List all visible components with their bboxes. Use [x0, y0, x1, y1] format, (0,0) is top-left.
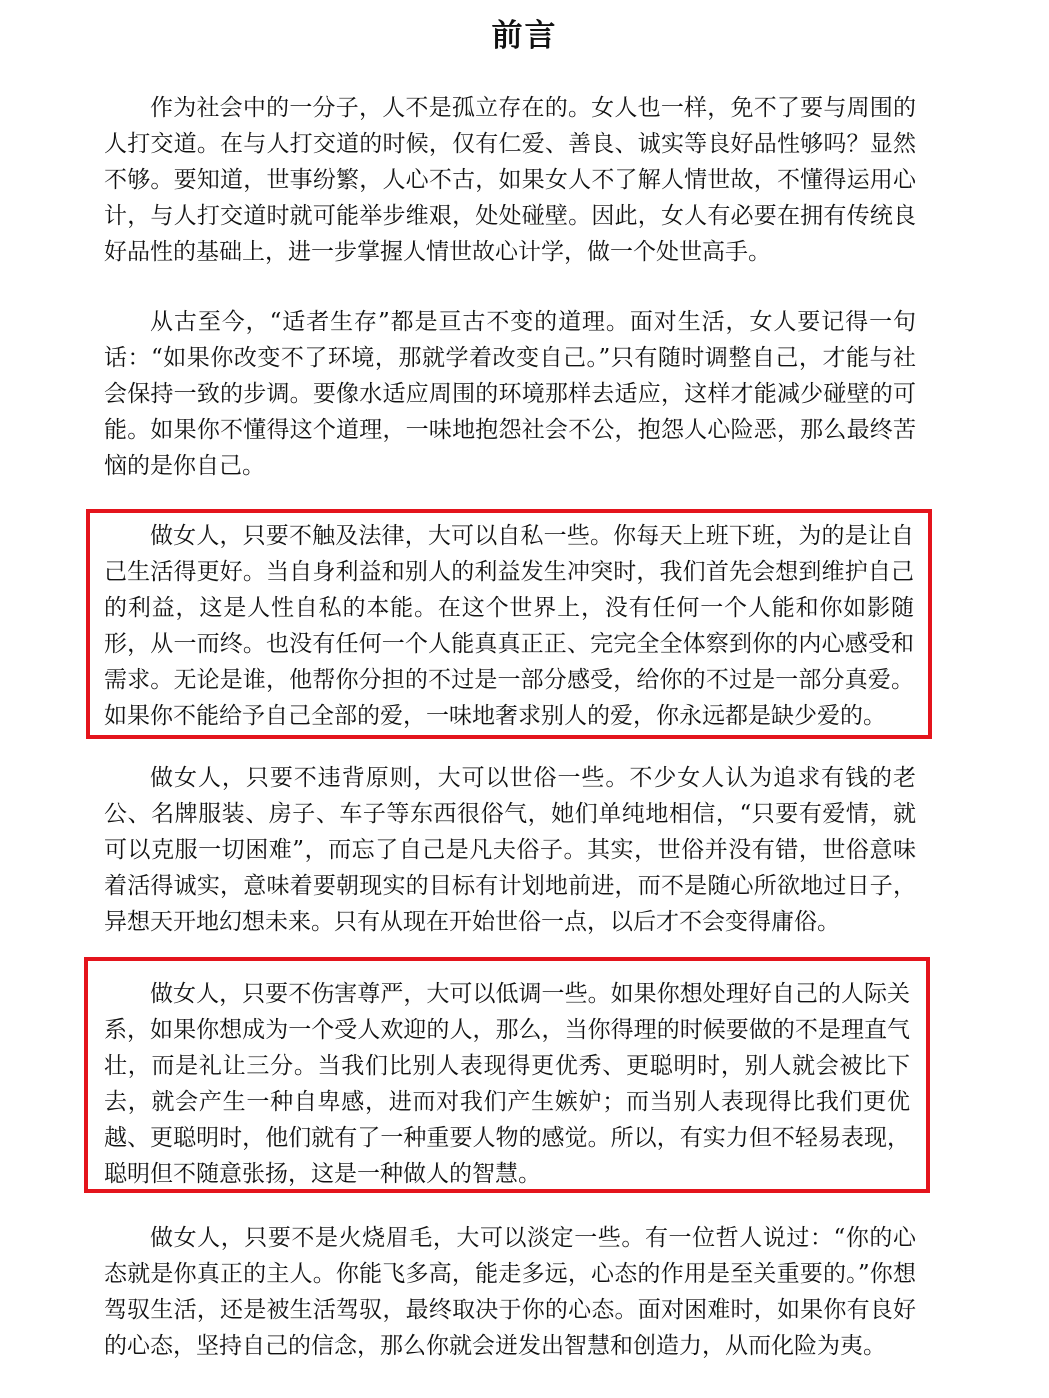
paragraph-3: 做女人，只要不触及法律，大可以自私一些。你每天上班下班，为的是让自己生活得更好。当自身利益和别人的利益发生冲突时，我们首先会想到维护自己的利益，这是人性自私的本能。在这个世界上，没有任何一个人能和你如影随形，从一而终。也没有任何一个人能真真正正、完完全全体察到你的内心感受和需求。无论是谁，他帮你分担的不过是一部分感受，给你的不过是一部分真爱。如果你不能给予自己全部的爱，一味地奢求别人的爱，你永远都是缺少爱的。: [104, 523, 914, 729]
paragraph-2: 从古至今，“适者生存”都是亘古不变的道理。面对生活，女人要记得一句话：“如果你改变不了环境，那就学着改变自己。”只有随时调整自己，才能与社会保持一致的步调。要像水适应周围的环境那样去适应，这样才能减少碰壁的可能。如果你不懂得这个道理，一味地抱怨社会不公，抱怨人心险恶，那么最终苦恼的是你自己。: [104, 309, 916, 479]
highlight-box-1: [86, 509, 932, 739]
paragraph-1: 作为社会中的一分子，人不是孤立存在的。女人也一样，免不了要与周围的人打交道。在与人打交道的时候，仅有仁爱、善良、诚实等良好品性够吗？显然不够。要知道，世事纷繁，人心不古，如果女人不了解人情世故，不懂得运用心计，与人打交道时就可能举步维艰，处处碰壁。因此，女人有必要在拥有传统良好品性的基础上，进一步掌握人情世故心计学，做一个处世高手。: [104, 95, 916, 265]
paragraph-6: 做女人，只要不是火烧眉毛，大可以淡定一些。有一位哲人说过：“你的心态就是你真正的主人。你能飞多高，能走多远，心态的作用是至关重要的。”你想驾驭生活，还是被生活驾驭，最终取决于你的心态。面对困难时，如果你有良好的心态，坚持自己的信念，那么你就会迸发出智慧和创造力，从而化险为夷。: [104, 1225, 916, 1359]
highlight-box-2: [84, 957, 930, 1193]
page-title: 前言: [491, 18, 558, 54]
paragraph-5: 做女人，只要不伤害尊严，大可以低调一些。如果你想处理好自己的人际关系，如果你想成为一个受人欢迎的人，那么，当你得理的时候要做的不是理直气壮，而是礼让三分。当我们比别人表现得更优秀、更聪明时，别人就会被比下去，就会产生一种自卑感，进而对我们产生嫉妒；而当别人表现得比我们更优越、更聪明时，他们就有了一种重要人物的感觉。所以，有实力但不轻易表现，聪明但不随意张扬，这是一种做人的智慧。: [104, 981, 910, 1187]
paragraph-4: 做女人，只要不违背原则，大可以世俗一些。不少女人认为追求有钱的老公、名牌服装、房子、车子等东西很俗气，她们单纯地相信，“只要有爱情，就可以克服一切困难”，而忘了自己是凡夫俗子。其实，世俗并没有错，世俗意味着活得诚实，意味着要朝现实的目标有计划地前进，而不是随心所欲地过日子，异想天开地幻想未来。只有从现在开始世俗一点，以后才不会变得庸俗。: [104, 765, 916, 935]
